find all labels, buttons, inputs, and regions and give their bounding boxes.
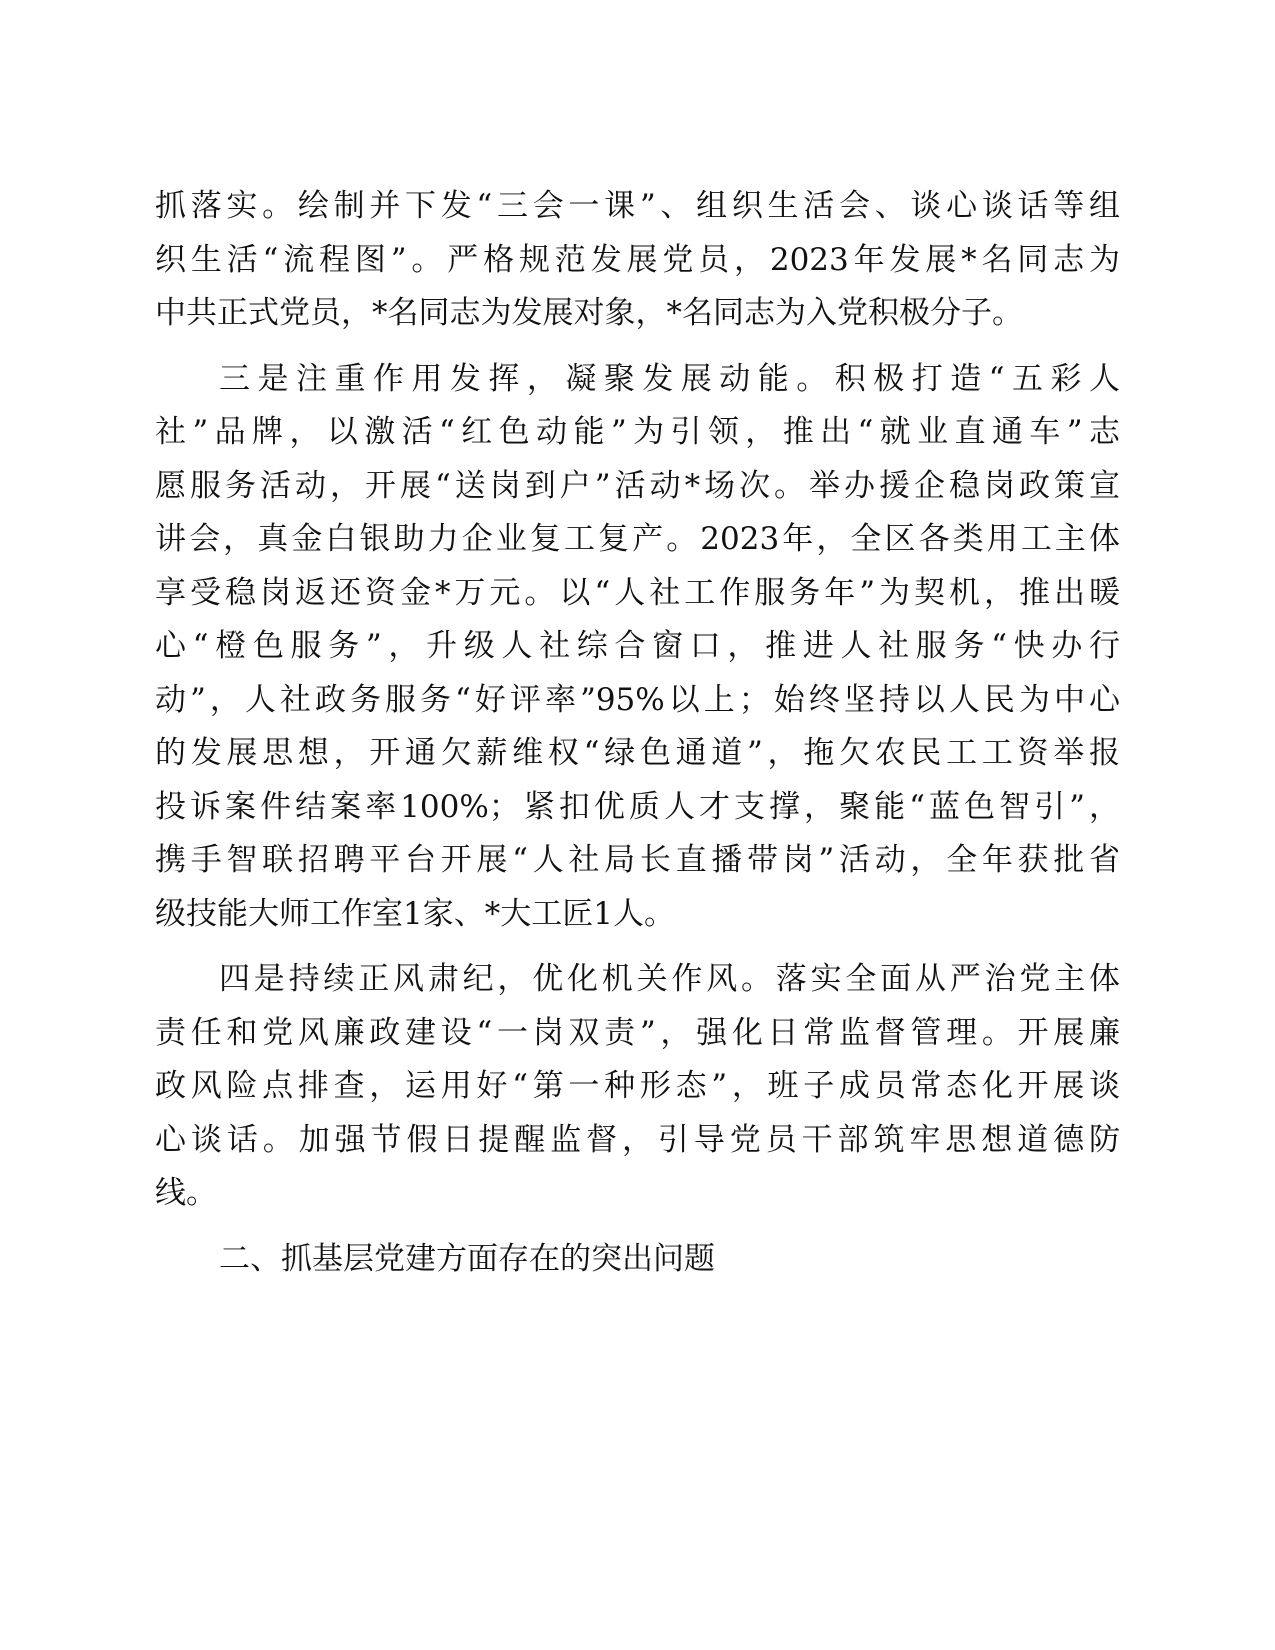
text-line: 携手智联招聘平台开展“人社局长直播带岗”活动，全年获批省: [155, 842, 1120, 878]
text-line: 政风险点排查，运用好“第一种形态”，班子成员常态化开展谈: [155, 1068, 1120, 1104]
text-line: 的发展思想，开通欠薪维权“绿色通道”，拖欠农民工工资举报: [155, 735, 1120, 771]
text-line: 心“橙色服务”，升级人社综合窗口，推进人社服务“快办行: [155, 628, 1120, 664]
text-line: 投诉案件结案率100%；紧扣优质人才支撑，聚能“蓝色智引”，: [155, 788, 1120, 825]
text-line: 动”，人社政务服务“好评率”95%以上；始终坚持以人民为中心: [155, 681, 1120, 718]
document-body: [155, 180, 1120, 1286]
paragraph-2: [155, 353, 1120, 942]
text-line: 社”品牌，以激活“红色动能”为引领，推出“就业直通车”志: [155, 414, 1120, 450]
text-line: 责任和党风廉政建设“一岗双责”，强化日常监督管理。开展廉: [155, 1014, 1120, 1051]
text-line: 四是持续正风肃纪，优化机关作风。落实全面从严治党主体: [219, 961, 1120, 997]
heading-text: 二、抓基层党建方面存在的突出问题: [219, 1240, 715, 1277]
text-line: 中共正式党员，*名同志为发展对象，*名同志为入党积极分子。: [155, 295, 1023, 331]
text-line: 织生活“流程图”。严格规范发展党员，2023年发展*名同志为: [155, 241, 1120, 278]
paragraph-1: [155, 180, 1120, 341]
section-heading: [155, 1233, 1120, 1287]
text-line: 享受稳岗返还资金*万元。以“人社工作服务年”为契机，推出暖: [155, 574, 1120, 611]
text-line: 级技能大师工作室1家、*大工匠1人。: [155, 895, 675, 932]
text-line: 愿服务活动，开展“送岗到户”活动*场次。举办援企稳岗政策宣: [155, 467, 1120, 504]
paragraph-gap: [155, 941, 1120, 953]
text-line: 三是注重作用发挥，凝聚发展动能。积极打造“五彩人: [219, 360, 1120, 397]
paragraph-3: [155, 953, 1120, 1221]
text-line: 线。: [155, 1175, 217, 1211]
text-line: 讲会，真金白银助力企业复工复产。2023年，全区各类用工主体: [155, 521, 1120, 557]
paragraph-gap: [155, 1221, 1120, 1233]
text-line: 心谈话。加强节假日提醒监督，引导党员干部筑牢思想道德防: [155, 1121, 1120, 1158]
text-line: 抓落实。绘制并下发“三会一课”、组织生活会、谈心谈话等组: [155, 188, 1120, 224]
paragraph-gap: [155, 341, 1120, 353]
